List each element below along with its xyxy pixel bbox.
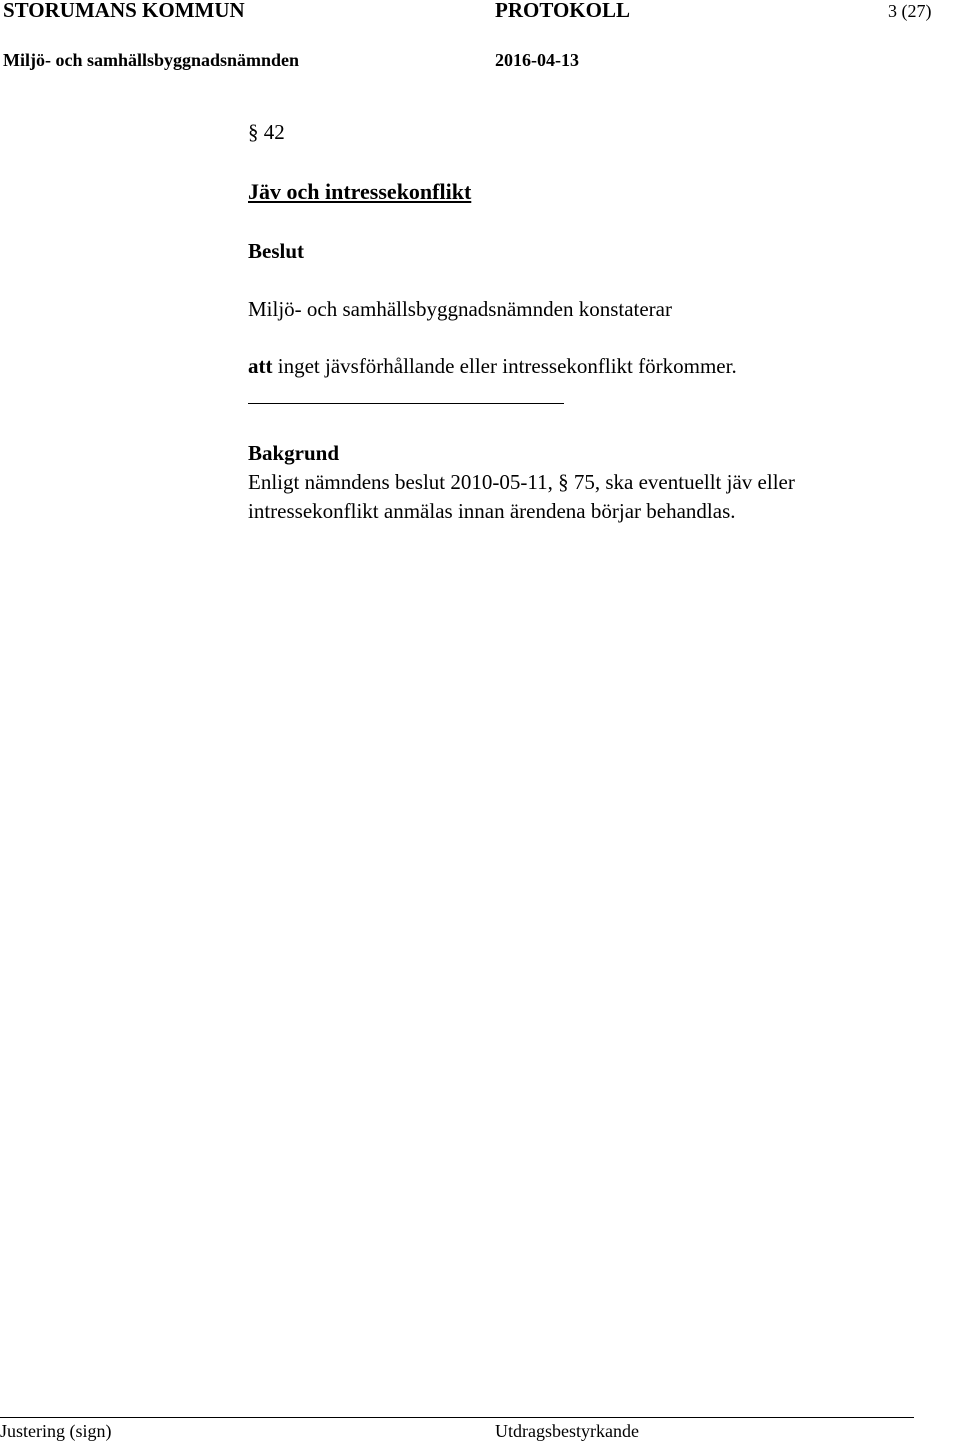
footer-signature-label: Justering (sign) — [0, 1421, 112, 1441]
section-title: Jäv och intressekonflikt — [248, 179, 472, 204]
decision-heading: Beslut — [248, 239, 305, 263]
decision-paragraph — [248, 353, 737, 379]
decision-intro: Miljö- och samhällsbyggnadsnämnden konstaterar — [248, 297, 672, 321]
decision-text: inget jävsförhållande eller intressekonflikt förkommer. — [272, 354, 737, 378]
decision-keyword: att — [248, 354, 273, 378]
footer-certification-label: Utdragsbestyrkande — [495, 1421, 639, 1441]
header-date: 2016-04-13 — [495, 50, 579, 70]
footer-rule — [0, 1417, 914, 1418]
header-page-number: 3 (27) — [888, 1, 932, 21]
background-line-2: intressekonflikt anmälas innan ärendena börjar behandlas. — [248, 499, 736, 523]
header-board-name: Miljö- och samhällsbyggnadsnämnden — [3, 50, 300, 70]
separator-line — [248, 403, 564, 404]
header-organization: STORUMANS KOMMUN — [3, 0, 245, 22]
header-document-type: PROTOKOLL — [495, 0, 630, 22]
background-line-1: Enligt nämndens beslut 2010-05-11, § 75, ska eventuellt jäv eller — [248, 470, 795, 494]
section-number: § 42 — [248, 120, 285, 144]
background-heading: Bakgrund — [248, 441, 340, 465]
